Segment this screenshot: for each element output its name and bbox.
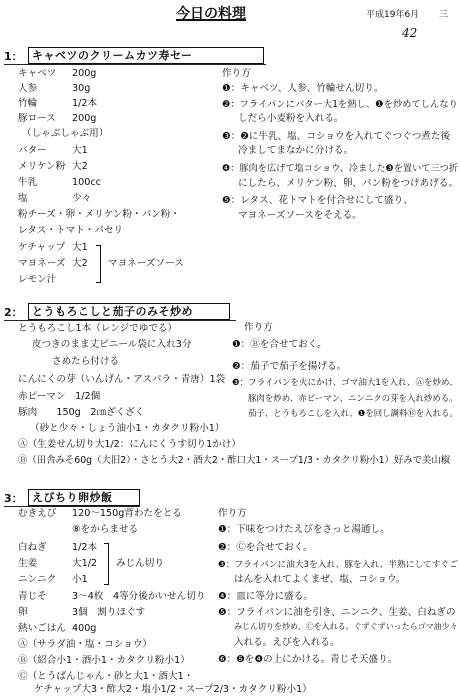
step-line: マヨネーズソースをそえる。 [238,210,362,221]
step-line: 入れる。えびを入れる。 [234,637,340,648]
seasoning-b: Ⓑ（田舎みそ60g（大旧2）・さとう大2・酒大2・酢口大1・スープ1/3・カタクリ粉小1）好みで美山椒 [18,455,451,466]
ingredient-qty: 少々 [72,193,92,204]
ingredient-list: レタス・トマト・パセリ [18,225,124,236]
page-mark: 三 [439,10,449,20]
step-line: ❺：フライパンに油を引き、ニンニク、生姜、白ねぎの [218,607,456,618]
ingredient-name: 白ねぎ [18,542,47,553]
ingredient-qty: 大2 [72,161,88,172]
ingredient-qty: 1/2本 [72,542,98,553]
ingredient-name: 生姜 [18,558,38,569]
step-line: ❶：下味をつけたえびをさっと湯通し。 [218,524,390,535]
ingredient-line: にんにくの芽（いんげん・アスパラ・青唐）1袋 [18,374,226,385]
ingredient-qty: 大1 [72,145,88,156]
step-line: ❹：皿に等分に盛る。 [218,591,313,602]
ingredient-name: キャベツ [18,68,57,79]
step-line: ❷：Ⓒを合せておく。 [218,542,313,553]
page-title: 今日の料理 [176,6,246,22]
ingredient-qty: 大2 [72,258,88,269]
recipe-1-underline [4,64,266,65]
ingredient-line: さめたら付ける [52,356,120,367]
ingredient-name: 塩 [18,193,28,204]
ingredient-name: 竹輪 [18,98,38,109]
ingredient-qty: 200g [72,68,97,79]
ingredient-note: （しゃぶしゃぶ用） [22,128,109,139]
step-line: 豚肉を炒め、赤ピーマン、ニンニクの芽を入れ炒める。 [248,393,458,403]
ingredient-name: マヨネーズ [18,258,66,269]
seasoning-c-cont: ケチャップ大3・酢大2・塩小1/2・スープ2/3・カタクリ粉小1） [34,684,312,695]
ingredient-name: 牛乳 [18,177,38,188]
ingredient-qty: 120～150g背わたをとる [72,508,182,519]
step-line: ❸：フライパンを火にかけ、ゴマ油大1を入れ、Ⓐを炒め、 [232,378,458,388]
ingredient-qty: 1/2本 [72,98,98,109]
ingredient-name: 熱いごはん [18,623,66,634]
step-line: ❶：Ⓑを合せておく。 [232,339,327,350]
step-line: ❸：フライパンに油大3を入れ、豚を入れ、半熟にしてすぐご [218,560,458,570]
ingredient-qty: 大1/2 [72,558,98,569]
handwritten-signature: 42 [402,26,418,40]
recipe-1-steps-label: 作り方 [222,68,251,79]
step-line: ❷：フライパンにバター大1を熱し、❶を炒めてしんなり [222,99,458,110]
ingredient-line: 豚肉 150g 2㎝ざくざく [18,407,145,418]
step-line: にしたら、メリケン粉、卵、パン粉をつけあげる。 [238,178,458,189]
mince-brace [104,543,109,585]
step-line: 茄子、とうもろこしを入れ、❶を回し調料Ⓑを入れる。 [248,408,458,418]
recipe-1-title: キャベツのクリームカツ寿セー [28,47,264,64]
step-line: ❹：豚肉を広げて塩コショウ、冷ました❸を置いて三つ折 [222,163,459,174]
step-line: ❻：❺を❹の上にかける。青じそ天盛り。 [218,654,398,665]
ingredient-qty: ⑧をからませる [72,524,139,535]
ingredient-qty: 400g [72,623,97,634]
ingredient-name: 人参 [18,83,38,94]
ingredient-qty: 30g [72,83,91,94]
ingredient-qty: 3個 割りほぐす [72,607,146,618]
ingredient-line: （砂と少々・しょう油小1・カタクリ粉小1） [30,423,225,434]
recipe-3-steps-label: 作り方 [218,508,247,519]
seasoning-a: Ⓐ（サラダ油・塩・コショウ） [18,639,153,650]
ingredient-name: 豚ロース [18,113,56,124]
recipe-2-number: 2： [4,306,23,319]
ingredient-name: メリケン粉 [18,161,66,172]
seasoning-b: Ⓑ（紹合小1・酒小1・カタクリ粉小1） [18,655,190,666]
date-label: 平成19年6月 [366,10,420,20]
ingredient-line: とうもろこし1本（レンジでゆでる） [18,323,178,334]
ingredient-qty: 200g [72,113,97,124]
ingredient-line: 皮つきのまま丈ビニール袋に入れ3分 [32,339,192,350]
step-line: ❸：❷に牛乳、塩、コショウを入れてぐつぐつ煮た後 [222,131,451,142]
recipe-2-title: とうもろこしと茄子のみそ炒め [28,303,230,320]
sauce-label: マヨネーズソース [108,258,184,269]
ingredient-list: 粉チーズ・卵・メリケン粉・パン粉・ [18,209,180,220]
recipe-3-number: 3： [4,492,23,505]
recipe-2-steps-label: 作り方 [244,322,273,333]
ingredient-name: ニンニク [18,574,57,585]
ingredient-name: レモン汁 [18,274,57,285]
step-line: ❷：茄子で茄子を揚げる。 [232,361,347,372]
step-line: はんを入れてよくまぜ、塩、コショウ。 [234,574,406,585]
recipe-1-number: 1： [4,50,23,63]
ingredient-line: 赤ピーマン 1/2個 [18,391,101,402]
ingredient-qty: 大1 [72,242,88,253]
step-line: 冷ましてまなかに分ける。 [238,145,354,156]
recipe-2-underline [4,320,236,321]
ingredient-name: 卵 [18,607,28,618]
ingredient-qty: 小1 [72,574,88,585]
sauce-brace [96,245,101,283]
step-line: しだら小麦粉を入れる。 [238,113,344,124]
step-line: みじん切りを炒め、Ⓒを入れる。ぐずぐずいったらゴマ油少々 [234,622,458,631]
ingredient-name: ケチャップ [18,242,66,253]
ingredient-name: むきえび [18,508,57,519]
recipe-3-title: えびちり卵炒飯 [28,489,140,506]
step-line: ❶：キャベツ、人参、竹輪せん切り。 [222,83,384,94]
step-line: ❺：レタス、花トマトを付合せにして盛り、 [222,195,413,206]
ingredient-name: 青じそ [18,591,47,602]
recipe-3-underline [4,506,140,507]
ingredient-name: バター [18,145,47,156]
ingredient-qty: 3～4枚 4等分後かいせん切り [72,591,206,602]
mince-label: みじん切り [116,558,164,569]
seasoning-c: Ⓒ（とうばんじゃん・砂と大1・酒大1・ [18,671,194,682]
ingredient-qty: 100cc [72,177,101,188]
seasoning-a: Ⓐ（生姜せん切り大1/2：にんにくうす切り1かけ） [18,439,242,450]
